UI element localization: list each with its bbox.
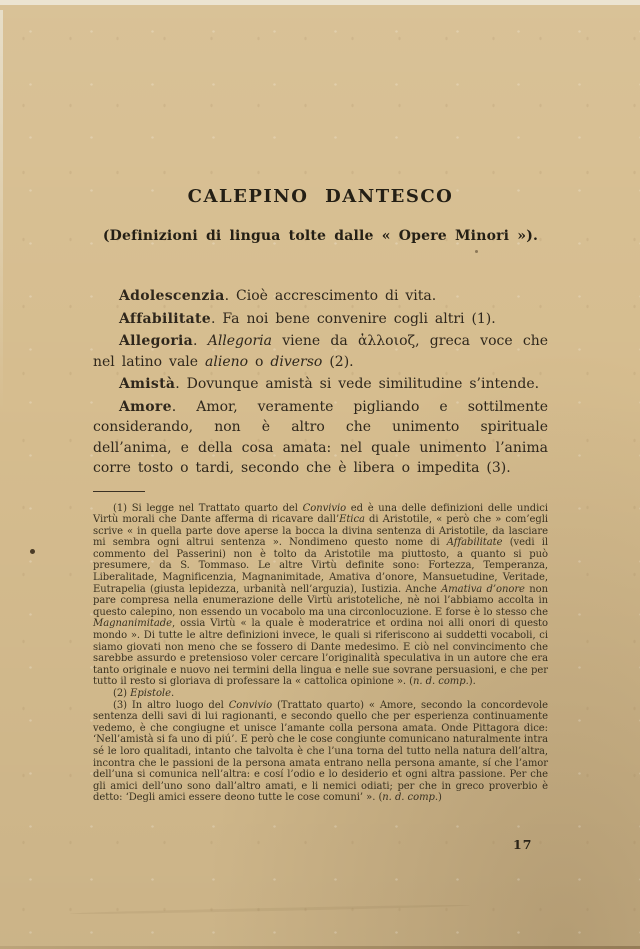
footnote-divider — [93, 491, 145, 492]
paper-speck — [30, 549, 35, 554]
text-run: viene da ἀλλοιοζ, greca voce che nel latino vale — [93, 333, 548, 370]
text-run: (1) Si legge nel Trattato quarto del — [113, 502, 303, 514]
text-run: (2). — [322, 353, 354, 370]
text-run: ). — [468, 676, 476, 688]
footnotes-list — [93, 503, 548, 804]
entry-term: Amore — [119, 398, 172, 415]
page-title: CALEPINO DANTESCO — [187, 186, 454, 207]
entry-term: Allegoria — [119, 333, 193, 349]
page-subtitle: (Definizioni di lingua tolte dalle « Opere Minori »). — [102, 228, 539, 244]
text-run: di Aristotile, « però che » com’egli scrive « in quella parte dove aperse la bocca la divina sentenza di Aristotile, da lasciare mi sembra ogni altrui sentenza ». Nondimeno questo nome di — [93, 514, 549, 549]
text-run: non pare compresa nella enumerazione delle Virtù aristoteliche, nè noi l’abbiamo accolta in questo calepino, non essendo un vocabolo ma una circonlocuzione. E forse è lo stesso che — [93, 583, 548, 618]
page-number: 17 — [513, 837, 533, 852]
italic-text-run: n. d. comp. — [413, 676, 469, 688]
italic-text-run: n. d. comp. — [382, 792, 438, 804]
text-run: . Dovunque amistà si vede similitudine s’intende. — [175, 376, 540, 392]
italic-text-run: alieno — [205, 353, 249, 370]
italic-text-run: diverso — [270, 353, 323, 370]
dictionary-entry — [93, 331, 548, 372]
text-run: . — [170, 688, 175, 699]
italic-text-run: Epistole — [130, 688, 171, 699]
footnote — [93, 700, 548, 804]
italic-text-run: Magnanimitade — [93, 618, 172, 630]
text-run: . Amor, veramente pigliando e sottilmente considerando, non è altro che unimento spirituale dell’anima, e della cosa amata: nel quale unimento l’anima corre tosto o tardi, secondo che è libera o impedita (3). — [93, 398, 548, 476]
entry-term: Affabilitate — [119, 310, 211, 327]
footnote — [93, 688, 548, 700]
dictionary-entry — [93, 309, 548, 330]
italic-text-run: Amativa d’onore — [441, 583, 525, 595]
text-run: . Cioè accrescimento di vita. — [224, 288, 437, 304]
dictionary-entry — [93, 286, 548, 307]
entry-term: Adolescenzia — [119, 288, 225, 304]
text-run: o — [248, 353, 271, 370]
text-run: (vedi il commento del Passerini) non è tolto da Aristotile ma piuttosto, a quanto si può presumere, da S. Tommaso. Le altre Virtù definite sono: Fortezza, Temperanza, Liberalitade, Magnificenzia, Magnanimitade, Amativa d’onore, Mansuetudine, Veritade, Eutrapelia (giusta lepidezza, urbanità nell’arguzia), Iustizia. Anche — [93, 537, 549, 595]
text-run: ed è una delle definizioni delle undici Virtù morali che Dante afferma di ricavare dall’ — [93, 502, 548, 526]
text-run: (2) — [113, 688, 131, 699]
text-run: . — [193, 333, 208, 349]
entries-list — [93, 286, 548, 479]
italic-text-run: Allegoria — [207, 333, 272, 349]
italic-text-run: Convivio — [228, 699, 273, 711]
paper-crease — [70, 904, 470, 915]
italic-text-run: Convivio — [302, 502, 347, 514]
footnote — [93, 503, 548, 689]
text-run: . Fa noi bene convenire cogli altri (1). — [211, 310, 496, 327]
dictionary-entry — [93, 374, 548, 395]
text-run: , ossia Virtù « la quale è moderatrice et ordina noi alli onori di questo mondo ». Di tutte le altre definizioni invece, le quali si riferiscono ai suddetti vocaboli, ci siamo giovati non meno che se fossero di Dante medesimo. E ciò nel convincimento che sarebbe assurdo e pretensioso voler cercare l’originalità speculativa in un autore che era tanto originale e nuovo nei termini della lingua e nelle sue sovrane persuasioni, e che per tutto il resto si gloriava di professare la « cattolica opinione ». ( — [93, 618, 548, 688]
page-content — [93, 186, 548, 804]
text-run: (Trattato quarto) « Amore, secondo la concordevole sentenza delli savi di lui ragionanti, e secondo quello che per esperienza continuamente vedemo, è che congiugne et unisce l’amante colla persona amata. Onde Pittagora dice: ‘Nell’amistà si fa uno di piú’. E però che le cose congiunte comunicano naturalmente intra sé le loro qualitadi, intanto che talvolta è che l’una torna del tutto nella natura dell’altra, incontra che le passioni de la persona amata entrano nella persona amante, sí che l’amor dell’una si comunica nell’altra: e cosí l’odio e lo desiderio et ogni altra passione. Per che gli amici dell’uno sono dall’altro amati, e li nemici odiati; per che in greco proverbio è detto: ‘Degli amici essere deono tutte le cose comuni’ ». ( — [93, 699, 548, 804]
entry-term: Amistà — [119, 376, 176, 392]
italic-text-run: Etica — [339, 514, 365, 526]
text-run: ) — [438, 792, 442, 804]
dictionary-entry — [93, 397, 548, 479]
scan-edge-left — [0, 10, 3, 410]
text-run: (3) In altro luogo del — [113, 699, 229, 711]
italic-text-run: Affabilitate — [446, 537, 503, 549]
